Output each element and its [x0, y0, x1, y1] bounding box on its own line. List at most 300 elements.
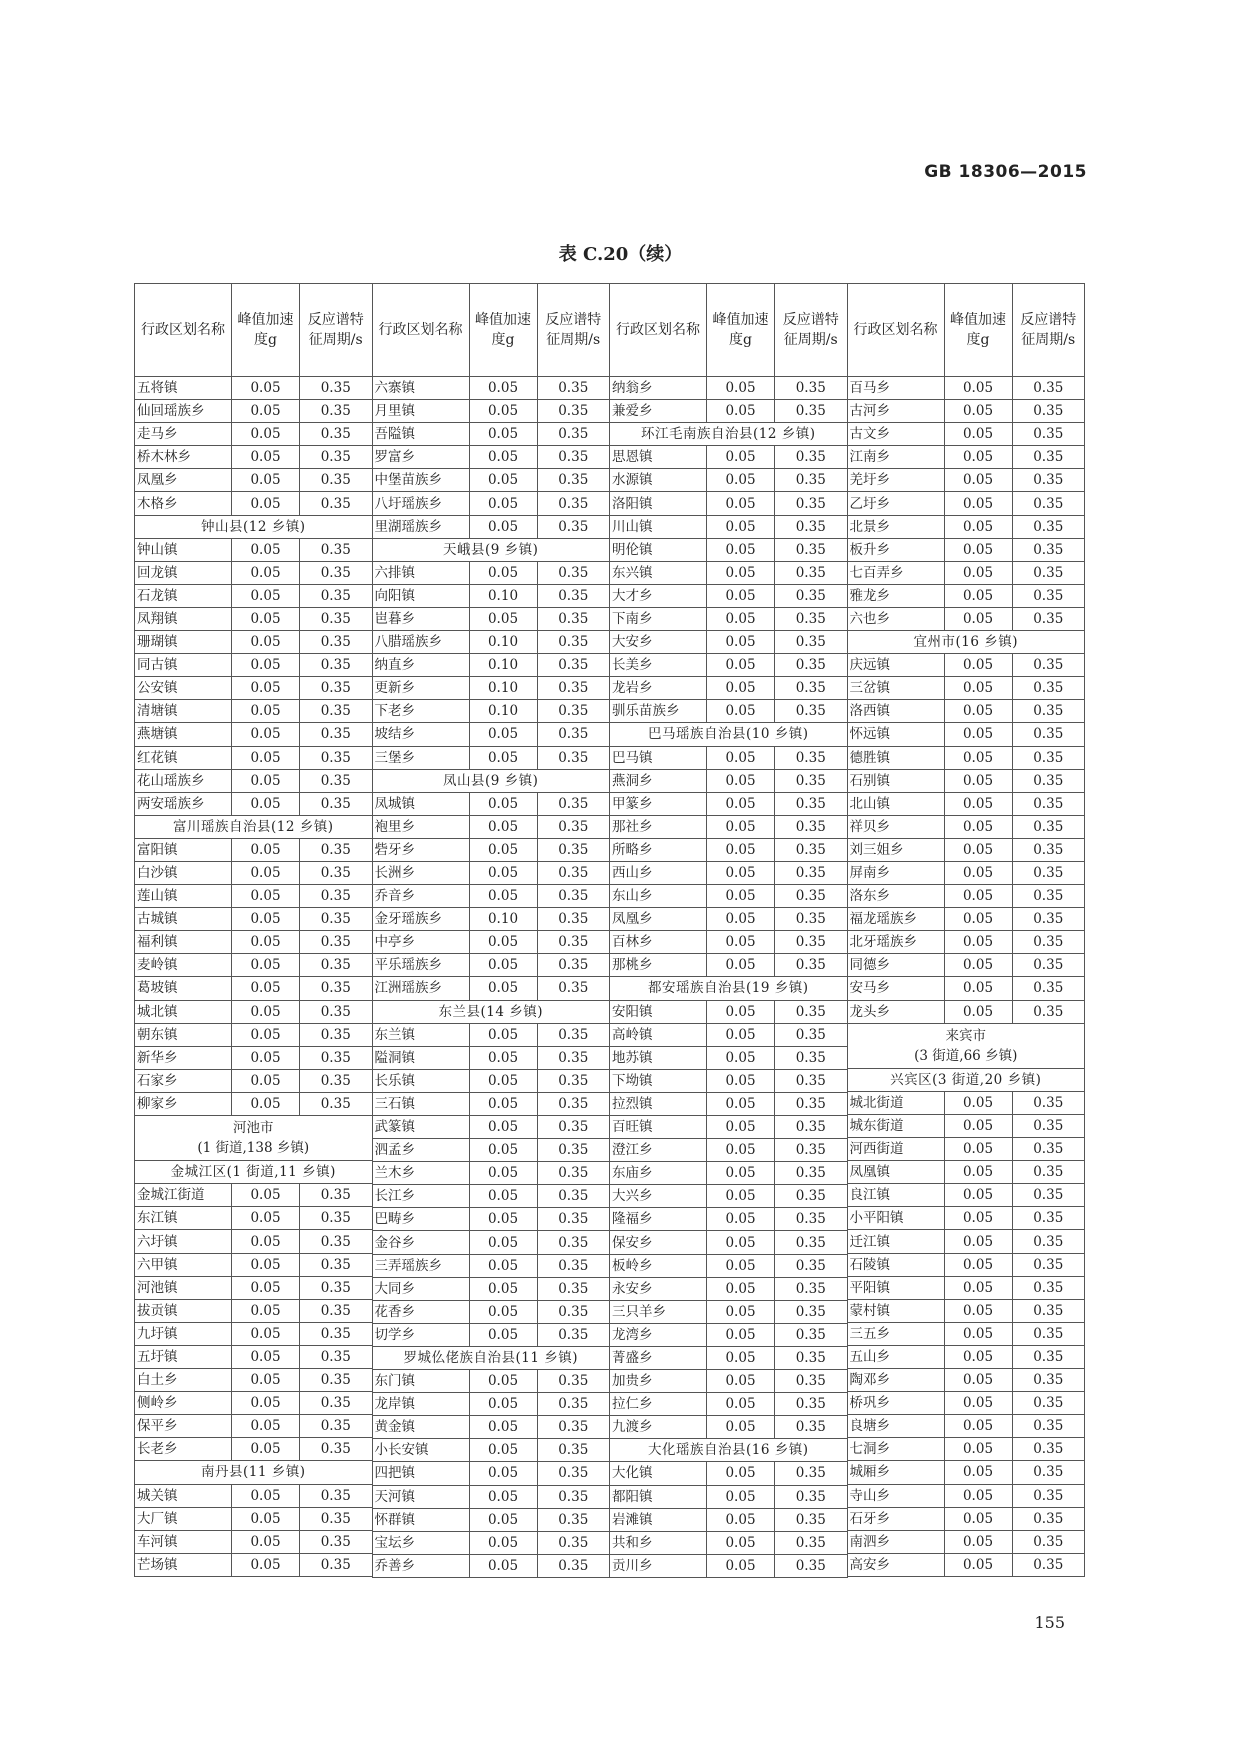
peak-acceleration: 0.05 — [707, 769, 775, 792]
place-name: 凤凰乡 — [610, 908, 707, 931]
peak-acceleration: 0.05 — [707, 1277, 775, 1300]
table-row — [847, 677, 1085, 700]
table-row — [372, 377, 610, 400]
table-row — [372, 515, 610, 538]
period: 0.35 — [1012, 1415, 1085, 1438]
table-row — [135, 515, 373, 538]
peak-acceleration: 0.05 — [707, 377, 775, 400]
table-row — [372, 885, 610, 908]
period: 0.35 — [775, 654, 848, 677]
table-row — [135, 1369, 373, 1392]
peak-acceleration: 0.05 — [707, 538, 775, 561]
peak-acceleration: 0.05 — [232, 1369, 300, 1392]
period: 0.35 — [775, 492, 848, 515]
place-name: 清塘镇 — [135, 700, 232, 723]
table-row — [847, 1138, 1085, 1161]
peak-acceleration: 0.05 — [469, 400, 537, 423]
peak-acceleration: 0.05 — [707, 815, 775, 838]
table-row — [610, 1485, 848, 1508]
peak-acceleration: 0.05 — [232, 1530, 300, 1553]
period: 0.35 — [300, 423, 373, 446]
table-row — [610, 1162, 848, 1185]
peak-acceleration: 0.05 — [232, 723, 300, 746]
peak-acceleration: 0.05 — [469, 1485, 537, 1508]
table-row — [135, 815, 373, 838]
peak-acceleration: 0.05 — [469, 1116, 537, 1139]
period: 0.35 — [775, 538, 848, 561]
place-name: 共和乡 — [610, 1531, 707, 1554]
place-name: 高岭镇 — [610, 1023, 707, 1046]
place-name: 洛东乡 — [847, 885, 944, 908]
place-name: 六也乡 — [847, 607, 944, 630]
peak-acceleration: 0.05 — [944, 1253, 1012, 1276]
place-name: 江洲瑶族乡 — [372, 977, 469, 1000]
place-name: 白土乡 — [135, 1369, 232, 1392]
peak-acceleration: 0.05 — [232, 538, 300, 561]
place-name: 泗孟乡 — [372, 1139, 469, 1162]
table-block-4 — [847, 283, 1085, 1578]
section-heading: 富川瑶族自治县(12 乡镇) — [135, 815, 373, 838]
table-row — [135, 1507, 373, 1530]
period: 0.35 — [1012, 885, 1085, 908]
period: 0.35 — [537, 931, 610, 954]
peak-acceleration: 0.05 — [944, 1530, 1012, 1553]
table-row — [372, 1116, 610, 1139]
table-row — [610, 538, 848, 561]
peak-acceleration: 0.05 — [469, 515, 537, 538]
place-name: 城北镇 — [135, 1000, 232, 1023]
peak-acceleration: 0.05 — [944, 885, 1012, 908]
period: 0.35 — [300, 885, 373, 908]
table-row — [372, 792, 610, 815]
period: 0.35 — [537, 723, 610, 746]
peak-acceleration: 0.05 — [232, 931, 300, 954]
table-row — [847, 631, 1085, 654]
peak-acceleration: 0.05 — [469, 954, 537, 977]
table-row — [135, 377, 373, 400]
place-name: 八腊瑶族乡 — [372, 631, 469, 654]
period: 0.35 — [537, 746, 610, 769]
place-name: 葛坡镇 — [135, 977, 232, 1000]
period: 0.35 — [300, 1299, 373, 1322]
period: 0.35 — [300, 1230, 373, 1253]
peak-acceleration: 0.05 — [944, 700, 1012, 723]
peak-acceleration: 0.05 — [707, 838, 775, 861]
peak-acceleration: 0.05 — [944, 1000, 1012, 1023]
place-name: 东山乡 — [610, 885, 707, 908]
place-name: 黄金镇 — [372, 1416, 469, 1439]
standard-code: GB 18306—2015 — [924, 162, 1087, 182]
table-row — [372, 1416, 610, 1439]
table-row — [610, 1323, 848, 1346]
peak-acceleration: 0.05 — [232, 1322, 300, 1345]
period: 0.35 — [775, 1254, 848, 1277]
peak-acceleration: 0.05 — [232, 700, 300, 723]
period: 0.35 — [300, 861, 373, 884]
place-name: 钟山镇 — [135, 538, 232, 561]
peak-acceleration: 0.05 — [944, 1461, 1012, 1484]
table-row — [372, 861, 610, 884]
table-row — [847, 423, 1085, 446]
place-name: 加贵乡 — [610, 1370, 707, 1393]
table-row — [372, 1346, 610, 1369]
table-row — [135, 931, 373, 954]
period: 0.35 — [775, 792, 848, 815]
peak-acceleration: 0.05 — [469, 977, 537, 1000]
table-row — [372, 1277, 610, 1300]
place-name: 富阳镇 — [135, 838, 232, 861]
period: 0.35 — [537, 1254, 610, 1277]
place-name: 四把镇 — [372, 1462, 469, 1485]
place-name: 城北街道 — [847, 1091, 944, 1114]
peak-acceleration: 0.05 — [944, 654, 1012, 677]
peak-acceleration: 0.05 — [707, 1023, 775, 1046]
place-name: 车河镇 — [135, 1530, 232, 1553]
peak-acceleration: 0.05 — [944, 1392, 1012, 1415]
place-name: 兼爱乡 — [610, 400, 707, 423]
peak-acceleration: 0.05 — [944, 931, 1012, 954]
table-segment — [134, 283, 373, 1577]
peak-acceleration: 0.05 — [469, 469, 537, 492]
period: 0.35 — [1012, 561, 1085, 584]
peak-acceleration: 0.05 — [707, 792, 775, 815]
section-heading: 罗城仫佬族自治县(11 乡镇) — [372, 1346, 610, 1369]
period: 0.35 — [1012, 908, 1085, 931]
peak-acceleration: 0.05 — [469, 1139, 537, 1162]
place-name: 东兴镇 — [610, 561, 707, 584]
place-name: 大兴乡 — [610, 1185, 707, 1208]
period: 0.35 — [775, 1092, 848, 1115]
peak-acceleration: 0.05 — [469, 1439, 537, 1462]
place-name: 同德乡 — [847, 954, 944, 977]
table-row — [135, 538, 373, 561]
place-name: 洛阳镇 — [610, 492, 707, 515]
place-name: 驯乐苗族乡 — [610, 700, 707, 723]
place-name: 袍里乡 — [372, 815, 469, 838]
place-name: 长老乡 — [135, 1438, 232, 1461]
period: 0.35 — [1012, 1091, 1085, 1114]
peak-acceleration: 0.05 — [944, 1184, 1012, 1207]
place-name: 南泗乡 — [847, 1530, 944, 1553]
city-subdivision-count: (1 街道,138 乡镇) — [197, 1140, 310, 1157]
peak-acceleration: 0.05 — [469, 1393, 537, 1416]
place-name: 朝东镇 — [135, 1023, 232, 1046]
peak-acceleration: 0.05 — [232, 792, 300, 815]
place-name: 仙回瑶族乡 — [135, 400, 232, 423]
period: 0.35 — [300, 1092, 373, 1115]
table-row — [610, 1185, 848, 1208]
period: 0.35 — [1012, 977, 1085, 1000]
period: 0.35 — [1012, 723, 1085, 746]
period: 0.35 — [1012, 769, 1085, 792]
table-row — [847, 838, 1085, 861]
place-name: 三只羊乡 — [610, 1300, 707, 1323]
place-name: 珊瑚镇 — [135, 631, 232, 654]
peak-acceleration: 0.05 — [232, 1345, 300, 1368]
period: 0.35 — [775, 631, 848, 654]
place-name: 洛西镇 — [847, 700, 944, 723]
period: 0.35 — [775, 1139, 848, 1162]
peak-acceleration: 0.05 — [469, 1277, 537, 1300]
place-name: 水源镇 — [610, 469, 707, 492]
table-row — [135, 1069, 373, 1092]
table-row — [372, 654, 610, 677]
table-row — [135, 1253, 373, 1276]
peak-acceleration: 0.10 — [469, 654, 537, 677]
place-name: 东兰镇 — [372, 1023, 469, 1046]
table-row — [847, 1184, 1085, 1207]
table-row — [135, 1392, 373, 1415]
period: 0.35 — [537, 1416, 610, 1439]
peak-acceleration: 0.05 — [232, 631, 300, 654]
peak-acceleration: 0.05 — [944, 677, 1012, 700]
period: 0.35 — [300, 446, 373, 469]
table-row — [135, 838, 373, 861]
table-row — [847, 1369, 1085, 1392]
period: 0.35 — [537, 607, 610, 630]
table-row — [847, 1068, 1085, 1091]
place-name: 陶邓乡 — [847, 1369, 944, 1392]
place-name: 砦牙乡 — [372, 838, 469, 861]
period: 0.35 — [775, 1208, 848, 1231]
period: 0.35 — [300, 1322, 373, 1345]
peak-acceleration: 0.05 — [944, 977, 1012, 1000]
table-row — [135, 1345, 373, 1368]
table-row — [847, 1253, 1085, 1276]
place-name: 北山镇 — [847, 792, 944, 815]
table-row — [610, 1462, 848, 1485]
table-row — [847, 469, 1085, 492]
period: 0.35 — [775, 1116, 848, 1139]
section-heading: 都安瑶族自治县(19 乡镇) — [610, 977, 848, 1000]
period: 0.35 — [775, 446, 848, 469]
table-row — [610, 1416, 848, 1439]
peak-acceleration: 0.05 — [232, 838, 300, 861]
peak-acceleration: 0.05 — [944, 769, 1012, 792]
table-row — [372, 1531, 610, 1554]
table-row — [847, 1484, 1085, 1507]
peak-acceleration: 0.05 — [944, 861, 1012, 884]
period: 0.35 — [537, 492, 610, 515]
period: 0.35 — [300, 538, 373, 561]
place-name: 德胜镇 — [847, 746, 944, 769]
place-name: 宝坛乡 — [372, 1531, 469, 1554]
section-heading: 宜州市(16 乡镇) — [847, 631, 1085, 654]
table-row — [610, 908, 848, 931]
peak-acceleration: 0.05 — [232, 1553, 300, 1576]
place-name: 龙岩乡 — [610, 677, 707, 700]
place-name: 切学乡 — [372, 1323, 469, 1346]
table-row — [610, 838, 848, 861]
period: 0.35 — [1012, 700, 1085, 723]
section-heading: 钟山县(12 乡镇) — [135, 515, 373, 538]
peak-acceleration: 0.05 — [944, 1115, 1012, 1138]
peak-acceleration: 0.10 — [469, 700, 537, 723]
table-row — [135, 1161, 373, 1184]
peak-acceleration: 0.10 — [469, 631, 537, 654]
place-name: 乔音乡 — [372, 885, 469, 908]
period: 0.35 — [537, 1092, 610, 1115]
table-row — [135, 954, 373, 977]
peak-acceleration: 0.05 — [469, 861, 537, 884]
period: 0.35 — [300, 584, 373, 607]
peak-acceleration: 0.05 — [232, 654, 300, 677]
table-row — [135, 908, 373, 931]
place-name: 拔贡镇 — [135, 1299, 232, 1322]
period: 0.35 — [537, 423, 610, 446]
table-row — [135, 1207, 373, 1230]
peak-acceleration: 0.05 — [707, 1531, 775, 1554]
table-row — [610, 861, 848, 884]
period: 0.35 — [775, 746, 848, 769]
peak-acceleration: 0.05 — [944, 423, 1012, 446]
peak-acceleration: 0.05 — [944, 1091, 1012, 1114]
peak-acceleration: 0.05 — [469, 1462, 537, 1485]
peak-acceleration: 0.05 — [944, 838, 1012, 861]
header-name: 行政区划名称 — [610, 284, 707, 377]
table-row — [847, 1530, 1085, 1553]
place-name: 屏南乡 — [847, 861, 944, 884]
table-row — [847, 584, 1085, 607]
period: 0.35 — [1012, 1530, 1085, 1553]
city-name: 河池市 — [233, 1120, 274, 1137]
period: 0.35 — [537, 1300, 610, 1323]
period: 0.35 — [1012, 1184, 1085, 1207]
table-row — [135, 1530, 373, 1553]
period: 0.35 — [1012, 1369, 1085, 1392]
peak-acceleration: 0.05 — [232, 908, 300, 931]
place-name: 川山镇 — [610, 515, 707, 538]
table-row — [847, 792, 1085, 815]
period: 0.35 — [300, 469, 373, 492]
place-name: 蒙村镇 — [847, 1299, 944, 1322]
period: 0.35 — [1012, 607, 1085, 630]
period: 0.35 — [300, 769, 373, 792]
page-number: 155 — [1034, 1613, 1065, 1632]
place-name: 隘洞镇 — [372, 1046, 469, 1069]
period: 0.35 — [537, 1370, 610, 1393]
table-row — [847, 700, 1085, 723]
table-row — [372, 1208, 610, 1231]
place-name: 六甲镇 — [135, 1253, 232, 1276]
table-row — [610, 400, 848, 423]
period: 0.35 — [1012, 1000, 1085, 1023]
place-name: 北景乡 — [847, 515, 944, 538]
table-row — [372, 1023, 610, 1046]
period: 0.35 — [300, 492, 373, 515]
table-row — [610, 1531, 848, 1554]
peak-acceleration: 0.05 — [707, 1323, 775, 1346]
period: 0.35 — [300, 1046, 373, 1069]
peak-acceleration: 0.05 — [707, 469, 775, 492]
table-row — [847, 607, 1085, 630]
header-peak-acceleration: 峰值加速度g — [232, 284, 300, 377]
peak-acceleration: 0.05 — [944, 815, 1012, 838]
period: 0.35 — [1012, 931, 1085, 954]
table-title: 表 C.20（续） — [558, 244, 683, 265]
peak-acceleration: 0.05 — [944, 446, 1012, 469]
place-name: 七百弄乡 — [847, 561, 944, 584]
peak-acceleration: 0.05 — [232, 677, 300, 700]
period: 0.35 — [1012, 469, 1085, 492]
period: 0.35 — [537, 677, 610, 700]
place-name: 七洞乡 — [847, 1438, 944, 1461]
table-row — [372, 954, 610, 977]
place-name: 六圩镇 — [135, 1230, 232, 1253]
period: 0.35 — [300, 1023, 373, 1046]
table-row — [135, 746, 373, 769]
place-name: 拉烈镇 — [610, 1092, 707, 1115]
place-name: 侧岭乡 — [135, 1392, 232, 1415]
peak-acceleration: 0.05 — [944, 607, 1012, 630]
table-row — [372, 1162, 610, 1185]
period: 0.35 — [1012, 815, 1085, 838]
peak-acceleration: 0.05 — [707, 631, 775, 654]
place-name: 下南乡 — [610, 607, 707, 630]
place-name: 芒场镇 — [135, 1553, 232, 1576]
peak-acceleration: 0.05 — [469, 815, 537, 838]
city-heading — [847, 1023, 1085, 1068]
header-period: 反应谱特征周期/s — [1012, 284, 1085, 377]
place-name: 平阳镇 — [847, 1276, 944, 1299]
table-row — [847, 931, 1085, 954]
table-row — [372, 400, 610, 423]
period: 0.35 — [537, 1069, 610, 1092]
table-row — [610, 1092, 848, 1115]
table-row — [847, 1553, 1085, 1576]
period: 0.35 — [537, 1277, 610, 1300]
period: 0.35 — [1012, 746, 1085, 769]
peak-acceleration: 0.05 — [469, 1162, 537, 1185]
table-row — [135, 1322, 373, 1345]
place-name: 里湖瑶族乡 — [372, 515, 469, 538]
peak-acceleration: 0.05 — [944, 1230, 1012, 1253]
header-name: 行政区划名称 — [372, 284, 469, 377]
place-name: 柳家乡 — [135, 1092, 232, 1115]
table-row — [847, 446, 1085, 469]
place-name: 石龙镇 — [135, 584, 232, 607]
table-row — [372, 1300, 610, 1323]
peak-acceleration: 0.05 — [469, 1023, 537, 1046]
place-name: 花香乡 — [372, 1300, 469, 1323]
table-row — [847, 1023, 1085, 1068]
section-heading: 凤山县(9 乡镇) — [372, 769, 610, 792]
peak-acceleration: 0.05 — [707, 1554, 775, 1577]
period: 0.35 — [775, 1185, 848, 1208]
period: 0.35 — [300, 607, 373, 630]
table-row — [135, 1230, 373, 1253]
table-row — [135, 654, 373, 677]
peak-acceleration: 0.05 — [469, 1069, 537, 1092]
table-row — [372, 1462, 610, 1485]
place-name: 石陵镇 — [847, 1253, 944, 1276]
period: 0.35 — [300, 908, 373, 931]
place-name: 石别镇 — [847, 769, 944, 792]
period: 0.35 — [775, 607, 848, 630]
peak-acceleration: 0.05 — [707, 1508, 775, 1531]
place-name: 燕洞乡 — [610, 769, 707, 792]
table-row — [610, 1439, 848, 1462]
peak-acceleration: 0.05 — [232, 885, 300, 908]
table-row — [847, 1322, 1085, 1345]
peak-acceleration: 0.05 — [232, 1299, 300, 1322]
peak-acceleration: 0.05 — [707, 607, 775, 630]
table-row — [135, 446, 373, 469]
place-name: 百马乡 — [847, 377, 944, 400]
section-heading: 巴马瑶族自治县(10 乡镇) — [610, 723, 848, 746]
period: 0.35 — [775, 1554, 848, 1577]
peak-acceleration: 0.05 — [232, 607, 300, 630]
